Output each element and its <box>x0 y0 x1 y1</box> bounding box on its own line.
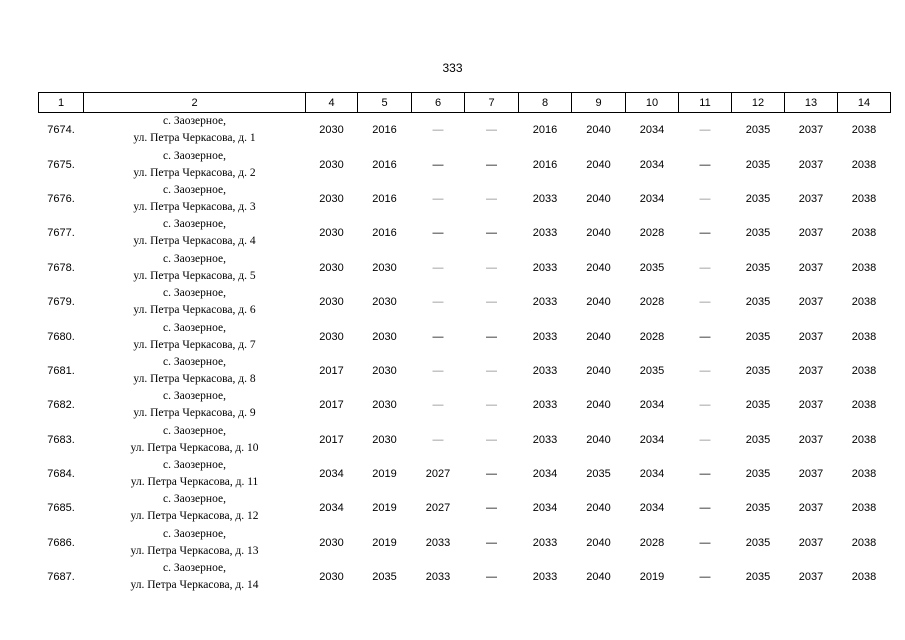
year-cell: 2035 <box>745 158 771 171</box>
year-cell: 2033 <box>532 296 558 309</box>
year-cell: 2040 <box>586 330 611 343</box>
year-cell: — <box>486 124 497 137</box>
table-row <box>39 216 891 250</box>
year-cell: 2035 <box>639 261 665 274</box>
year-cell: 2040 <box>586 502 611 515</box>
table-row <box>39 319 891 353</box>
year-cell: 2037 <box>798 364 824 377</box>
year-cell: 2016 <box>372 124 397 137</box>
year-cell: 2019 <box>372 502 397 515</box>
year-cell: 2037 <box>798 261 824 274</box>
year-cell: 2028 <box>639 296 665 309</box>
header-cell: 13 <box>785 93 838 113</box>
year-cell: 2040 <box>586 571 611 584</box>
header-cell: 6 <box>412 93 465 113</box>
year-cell: — <box>699 364 711 377</box>
row-number: 7685. <box>47 502 75 515</box>
year-cell: 2035 <box>745 124 771 137</box>
year-cell: 2034 <box>532 468 558 481</box>
address-cell <box>84 354 306 388</box>
year-cell: 2030 <box>319 192 344 205</box>
year-cell: 2016 <box>372 227 397 240</box>
address-cell <box>84 491 306 525</box>
year-cell: 2034 <box>639 468 665 481</box>
year-cell: 2037 <box>798 433 824 446</box>
year-cell: 2030 <box>372 364 397 377</box>
year-cell: 2037 <box>798 192 824 205</box>
year-cell: 2017 <box>319 399 344 412</box>
year-cell: 2033 <box>532 571 558 584</box>
year-cell: 2034 <box>639 433 665 446</box>
header-cell: 7 <box>465 93 519 113</box>
year-cell: 2030 <box>372 433 397 446</box>
year-cell: — <box>486 364 497 377</box>
year-cell: 2027 <box>425 502 451 515</box>
address-settlement: с. Заозерное, <box>163 287 226 300</box>
year-cell: 2040 <box>586 296 611 309</box>
address-settlement: с. Заозерное, <box>163 252 226 265</box>
address-settlement: с. Заозерное, <box>163 390 226 403</box>
table-row <box>39 491 891 525</box>
year-cell: 2019 <box>372 536 397 549</box>
address-street: ул. Петра Черкасова, д. 13 <box>130 544 259 557</box>
year-cell: — <box>486 227 497 240</box>
header-cell: 9 <box>572 93 626 113</box>
year-cell: 2035 <box>372 571 397 584</box>
table-row <box>39 354 891 388</box>
header-cell: 8 <box>519 93 572 113</box>
address-street: ул. Петра Черкасова, д. 4 <box>133 235 256 248</box>
year-cell: 2033 <box>532 330 558 343</box>
year-cell: 2038 <box>851 227 877 240</box>
year-cell: 2035 <box>745 502 771 515</box>
year-cell: — <box>486 536 497 549</box>
year-cell: 2028 <box>639 227 665 240</box>
table-row <box>39 423 891 457</box>
address-street: ул. Петра Черкасова, д. 12 <box>130 510 259 523</box>
year-cell: — <box>486 261 497 274</box>
year-cell: 2040 <box>586 536 611 549</box>
address-street: ул. Петра Черкасова, д. 10 <box>130 441 259 454</box>
address-street: ул. Петра Черкасова, д. 11 <box>130 476 259 489</box>
year-cell: — <box>486 330 497 343</box>
year-cell: — <box>699 124 711 137</box>
year-cell: 2037 <box>798 502 824 515</box>
year-cell: 2034 <box>639 502 665 515</box>
year-cell: 2030 <box>319 227 344 240</box>
year-cell: 2037 <box>798 227 824 240</box>
year-cell: 2034 <box>639 192 665 205</box>
address-cell <box>84 285 306 319</box>
row-number: 7678. <box>47 261 75 274</box>
year-cell: 2035 <box>745 192 771 205</box>
year-cell: — <box>699 468 711 481</box>
year-cell: — <box>432 261 444 274</box>
year-cell: 2040 <box>586 227 611 240</box>
year-cell: 2016 <box>372 192 397 205</box>
year-cell: 2016 <box>372 158 397 171</box>
year-cell: 2038 <box>851 502 877 515</box>
address-cell <box>84 319 306 353</box>
year-cell: 2033 <box>532 536 558 549</box>
header-cell: 11 <box>679 93 732 113</box>
year-cell: 2033 <box>425 536 451 549</box>
year-cell: 2016 <box>532 158 558 171</box>
year-cell: 2038 <box>851 364 877 377</box>
year-cell: — <box>486 433 497 446</box>
row-number: 7675. <box>47 158 75 171</box>
year-cell: 2028 <box>639 536 665 549</box>
year-cell: — <box>486 399 497 412</box>
header-row <box>39 93 891 113</box>
address-settlement: с. Заозерное, <box>163 218 226 231</box>
year-cell: 2040 <box>586 261 611 274</box>
address-cell <box>84 113 306 148</box>
address-street: ул. Петра Черкасова, д. 8 <box>133 372 256 385</box>
year-cell: 2030 <box>319 536 344 549</box>
year-cell: 2040 <box>586 364 611 377</box>
year-cell: — <box>432 364 444 377</box>
year-cell: 2038 <box>851 433 877 446</box>
address-cell <box>84 216 306 250</box>
year-cell: 2033 <box>425 571 451 584</box>
table-row <box>39 560 891 594</box>
year-cell: 2038 <box>851 124 877 137</box>
year-cell: 2038 <box>851 261 877 274</box>
year-cell: 2040 <box>586 399 611 412</box>
address-cell <box>84 388 306 422</box>
year-cell: — <box>486 158 497 171</box>
year-cell: 2030 <box>319 296 344 309</box>
header-cell: 4 <box>306 93 358 113</box>
year-cell: 2035 <box>745 330 771 343</box>
address-settlement: с. Заозерное, <box>163 459 226 472</box>
year-cell: — <box>432 192 444 205</box>
address-settlement: с. Заозерное, <box>163 527 226 540</box>
year-cell: 2030 <box>319 124 344 137</box>
year-cell: 2034 <box>639 158 665 171</box>
year-cell: 2035 <box>745 261 771 274</box>
address-settlement: с. Заозерное, <box>163 115 226 128</box>
year-cell: 2030 <box>319 261 344 274</box>
year-cell: 2037 <box>798 158 824 171</box>
row-number: 7676. <box>47 192 75 205</box>
address-cell <box>84 251 306 285</box>
year-cell: 2017 <box>319 364 344 377</box>
year-cell: 2035 <box>745 571 771 584</box>
year-cell: 2037 <box>798 124 824 137</box>
table-row <box>39 251 891 285</box>
address-street: ул. Петра Черкасова, д. 14 <box>130 579 259 592</box>
year-cell: 2028 <box>639 330 665 343</box>
year-cell: 2035 <box>745 468 771 481</box>
year-cell: — <box>699 399 711 412</box>
schedule-table <box>38 92 891 594</box>
year-cell: — <box>699 296 711 309</box>
table-row <box>39 457 891 491</box>
address-cell <box>84 182 306 216</box>
year-cell: 2033 <box>532 364 558 377</box>
table-row <box>39 147 891 181</box>
year-cell: — <box>432 330 444 343</box>
year-cell: 2037 <box>798 330 824 343</box>
year-cell: 2033 <box>532 261 558 274</box>
year-cell: 2033 <box>532 227 558 240</box>
year-cell: 2037 <box>798 468 824 481</box>
address-street: ул. Петра Черкасова, д. 5 <box>133 269 256 282</box>
year-cell: — <box>699 433 711 446</box>
year-cell: 2038 <box>851 571 877 584</box>
year-cell: 2030 <box>319 571 344 584</box>
year-cell: — <box>699 158 711 171</box>
year-cell: 2035 <box>745 227 771 240</box>
row-number: 7681. <box>47 364 75 377</box>
year-cell: 2035 <box>586 468 611 481</box>
table-row <box>39 113 891 148</box>
row-number: 7679. <box>47 296 75 309</box>
year-cell: 2040 <box>586 433 611 446</box>
address-settlement: с. Заозерное, <box>163 562 226 575</box>
year-cell: 2040 <box>586 158 611 171</box>
year-cell: — <box>486 192 497 205</box>
row-number: 7677. <box>47 227 75 240</box>
row-number: 7687. <box>47 571 75 584</box>
address-street: ул. Петра Черкасова, д. 2 <box>133 166 256 179</box>
row-number: 7674. <box>47 124 75 137</box>
address-settlement: с. Заозерное, <box>163 183 226 196</box>
year-cell: 2030 <box>319 330 344 343</box>
year-cell: 2035 <box>745 433 771 446</box>
address-cell <box>84 147 306 181</box>
table-row <box>39 285 891 319</box>
row-number: 7686. <box>47 536 75 549</box>
year-cell: 2038 <box>851 468 877 481</box>
header-cell: 10 <box>626 93 679 113</box>
year-cell: 2035 <box>745 399 771 412</box>
year-cell: 2030 <box>319 158 344 171</box>
year-cell: — <box>699 330 711 343</box>
year-cell: 2037 <box>798 399 824 412</box>
address-cell <box>84 560 306 594</box>
year-cell: — <box>486 571 497 584</box>
address-street: ул. Петра Черкасова, д. 1 <box>133 132 256 145</box>
year-cell: 2034 <box>319 468 344 481</box>
year-cell: — <box>699 261 711 274</box>
year-cell: — <box>486 296 497 309</box>
table-row <box>39 526 891 560</box>
year-cell: 2030 <box>372 296 397 309</box>
year-cell: 2034 <box>532 502 558 515</box>
year-cell: — <box>432 399 444 412</box>
address-settlement: с. Заозерное, <box>163 149 226 162</box>
year-cell: 2037 <box>798 536 824 549</box>
year-cell: 2038 <box>851 536 877 549</box>
year-cell: 2035 <box>745 536 771 549</box>
year-cell: 2034 <box>319 502 344 515</box>
table-row <box>39 388 891 422</box>
year-cell: 2035 <box>745 296 771 309</box>
year-cell: 2033 <box>532 192 558 205</box>
year-cell: 2019 <box>372 468 397 481</box>
header-cell: 14 <box>838 93 891 113</box>
row-number: 7682. <box>47 399 75 412</box>
year-cell: 2033 <box>532 399 558 412</box>
year-cell: 2016 <box>532 124 558 137</box>
year-cell: 2040 <box>586 124 611 137</box>
year-cell: 2038 <box>851 192 877 205</box>
header-cell: 5 <box>358 93 412 113</box>
address-settlement: с. Заозерное, <box>163 321 226 334</box>
year-cell: 2034 <box>639 399 665 412</box>
year-cell: — <box>699 192 711 205</box>
header-cell: 12 <box>732 93 785 113</box>
year-cell: — <box>432 158 444 171</box>
year-cell: 2037 <box>798 296 824 309</box>
year-cell: 2017 <box>319 433 344 446</box>
year-cell: 2040 <box>586 192 611 205</box>
year-cell: — <box>699 571 711 584</box>
year-cell: 2038 <box>851 296 877 309</box>
address-settlement: с. Заозерное, <box>163 355 226 368</box>
year-cell: 2037 <box>798 571 824 584</box>
address-street: ул. Петра Черкасова, д. 3 <box>133 200 256 213</box>
year-cell: 2030 <box>372 399 397 412</box>
year-cell: 2030 <box>372 261 397 274</box>
address-cell <box>84 457 306 491</box>
year-cell: — <box>486 468 497 481</box>
row-number: 7683. <box>47 433 75 446</box>
year-cell: 2027 <box>425 468 451 481</box>
address-settlement: с. Заозерное, <box>163 493 226 506</box>
year-cell: — <box>432 124 444 137</box>
address-street: ул. Петра Черкасова, д. 7 <box>133 338 256 351</box>
year-cell: 2030 <box>372 330 397 343</box>
year-cell: 2034 <box>639 124 665 137</box>
address-cell <box>84 526 306 560</box>
year-cell: 2019 <box>639 571 665 584</box>
year-cell: — <box>699 502 711 515</box>
year-cell: — <box>486 502 497 515</box>
page-number: 333 <box>442 61 463 75</box>
table-row <box>39 182 891 216</box>
year-cell: 2035 <box>745 364 771 377</box>
header-cell: 2 <box>84 93 306 113</box>
address-street: ул. Петра Черкасова, д. 9 <box>133 407 256 420</box>
row-number: 7680. <box>47 330 75 343</box>
year-cell: 2033 <box>532 433 558 446</box>
year-cell: — <box>699 536 711 549</box>
year-cell: — <box>432 433 444 446</box>
header-cell: 1 <box>39 93 84 113</box>
year-cell: 2035 <box>639 364 665 377</box>
year-cell: 2038 <box>851 158 877 171</box>
address-settlement: с. Заозерное, <box>163 424 226 437</box>
year-cell: 2038 <box>851 330 877 343</box>
year-cell: — <box>432 296 444 309</box>
address-cell <box>84 423 306 457</box>
year-cell: — <box>432 227 444 240</box>
year-cell: — <box>699 227 711 240</box>
row-number: 7684. <box>47 468 75 481</box>
address-street: ул. Петра Черкасова, д. 6 <box>133 304 256 317</box>
year-cell: 2038 <box>851 399 877 412</box>
